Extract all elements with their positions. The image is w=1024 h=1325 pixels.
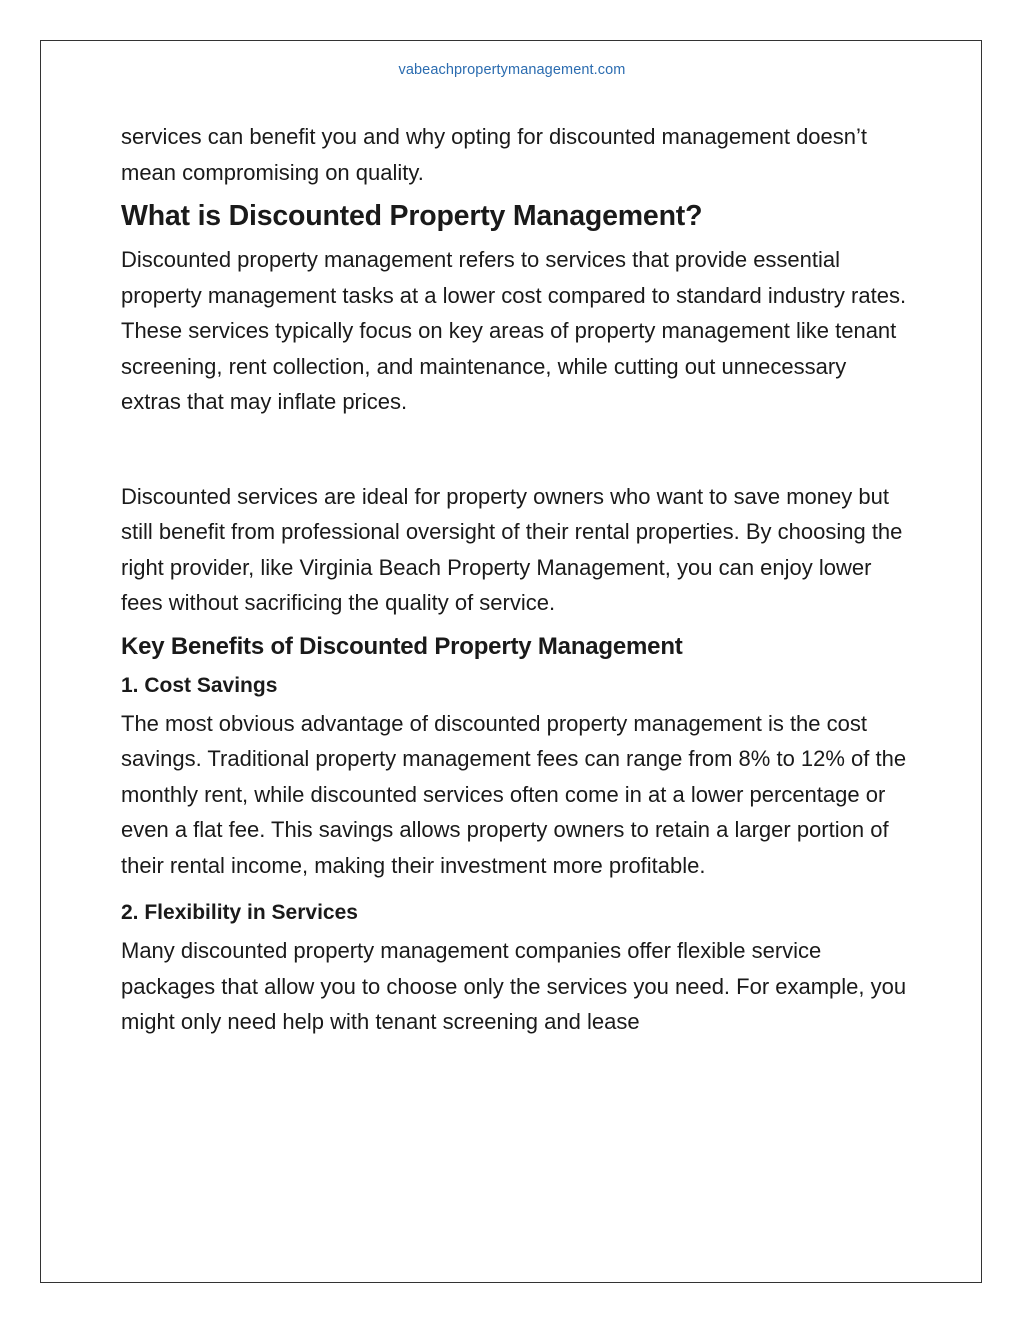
paragraph-gap — [121, 420, 911, 479]
benefit-title: 1. Cost Savings — [121, 673, 278, 697]
definition-paragraph: Discounted property management refers to services that provide essential property management tasks at a lower cost compared to standard industry rates. These services typically focus on key areas of property management like tenant screening, rent collection, and maintenance, while cutting out unnecessary extras that may inflate prices. — [121, 247, 907, 414]
paragraph-gap — [121, 883, 911, 896]
document-body — [121, 119, 911, 1040]
main-heading: What is Discounted Property Management? — [121, 200, 703, 232]
benefit-paragraph: The most obvious advantage of discounted property management is the cost savings. Traditional property management fees can range from 8% to 12% of the monthly rent, while discounted services often come in at a lower percentage or even a flat fee. This savings allows property owners to retain a larger portion of their rental income, making their investment more profitable. — [121, 710, 907, 878]
benefit-title: 2. Flexibility in Services — [121, 901, 358, 924]
benefits-heading: Key Benefits of Discounted Property Management — [121, 632, 683, 660]
ideal-paragraph: Discounted services are ideal for property owners who want to save money but still benefit from professional oversight of their rental properties. By choosing the right provider, like Virginia Beach Property Management, you can enjoy lower fees without sacrificing the quality of service. — [121, 483, 903, 615]
intro-paragraph: services can benefit you and why opting for discounted management doesn’t mean compromising on quality. — [121, 124, 868, 185]
site-link[interactable]: vabeachpropertymanagement.com — [398, 62, 626, 78]
benefit-paragraph: Many discounted property management companies offer flexible service packages that allow you to choose only the services you need. For example, you might only need help with tenant screening and lease — [121, 938, 907, 1034]
